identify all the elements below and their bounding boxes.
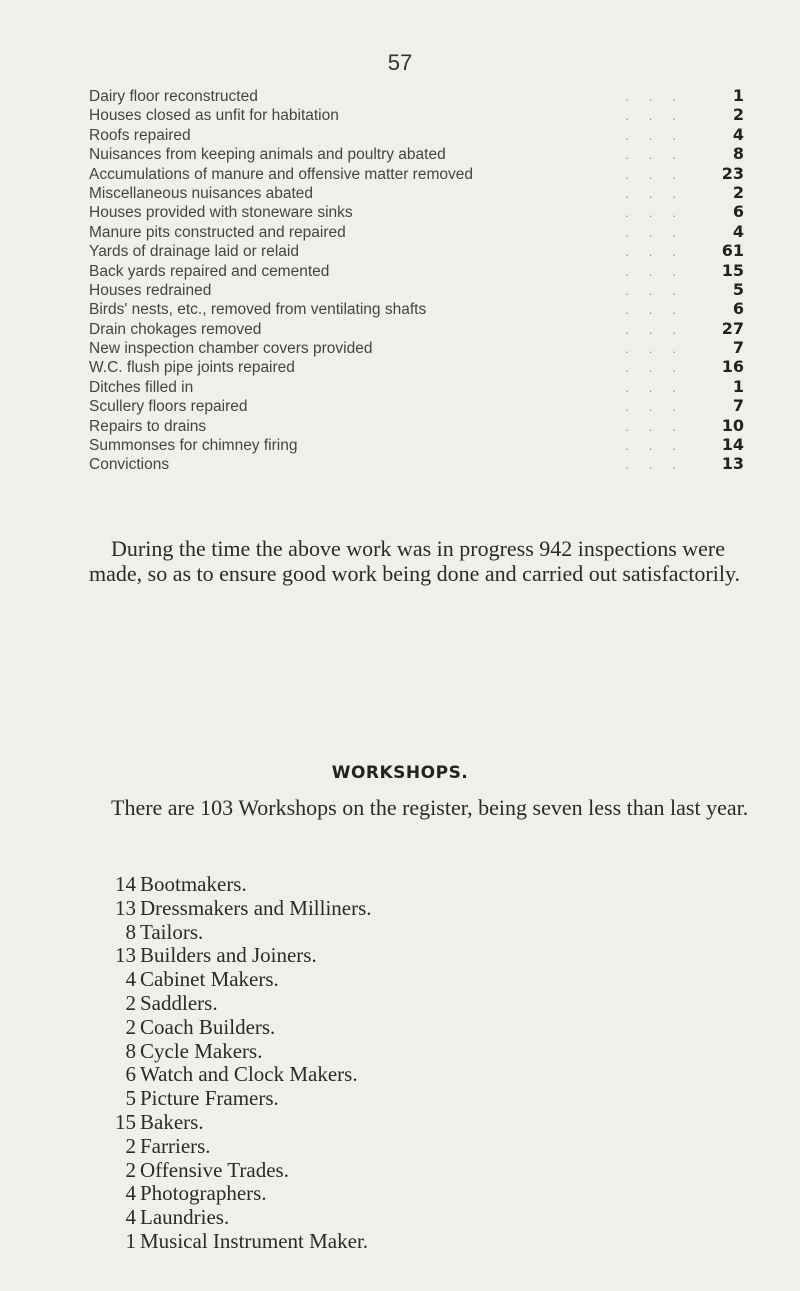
trade-name: Bootmakers. [140,872,247,896]
trade-count: 2 [125,1133,136,1158]
work-item-count: 1 [732,376,744,396]
work-item-label: Repairs to drains [89,417,207,435]
work-item-count: 2 [732,105,744,125]
work-item-label: W.C. flush pipe joints repaired [89,359,295,377]
work-item-label: Miscellaneous nuisances abated [89,184,314,202]
work-item-label: New inspection chamber covers provided [89,340,373,358]
trade-name: Cycle Makers. [140,1038,263,1063]
leader-dots: ... [625,341,696,357]
trade-item [110,1181,372,1205]
work-item [89,377,744,396]
leader-dots: ... [625,147,696,163]
work-item [89,202,744,221]
leader-dots: ... [625,302,696,318]
leader-dots: ... [625,321,696,337]
trade-name: Picture Framers. [140,1086,279,1111]
trade-name: Coach Builders. [140,1014,276,1039]
work-done-list [89,86,744,474]
work-item-label: Houses redrained [89,281,212,299]
work-item [89,125,744,144]
work-item-label: Birds' nests, etc., removed from ventilating shafts [89,301,427,319]
trade-count: 8 [125,919,136,944]
work-item-label: Nuisances from keeping animals and poultry abated [89,146,446,164]
trade-item [110,1158,372,1182]
trade-count: 8 [125,1038,136,1063]
work-item-label: Drain chokages removed [89,320,262,338]
trade-item [110,1062,372,1086]
work-item-count: 7 [732,396,744,416]
work-item [89,105,744,124]
work-item-label: Roofs repaired [89,126,191,144]
trade-name: Farriers. [140,1133,211,1158]
leader-dots: ... [625,185,696,201]
trade-count: 4 [125,1181,136,1206]
trade-name: Tailors. [140,919,204,944]
work-item [89,338,744,357]
work-item-label: Ditches filled in [89,378,194,396]
trade-name: Musical Instrument Maker. [140,1228,369,1253]
trade-item [110,896,372,920]
trade-item [110,1229,372,1253]
work-item-count: 4 [732,221,744,241]
leader-dots: ... [625,205,696,221]
work-item-count: 7 [732,338,744,358]
leader-dots: ... [625,89,696,104]
work-item-label: Accumulations of manure and offensive matter removed [89,165,473,183]
trade-count: 13 [115,895,136,920]
work-item-label: Dairy floor reconstructed [89,88,258,105]
workshops-intro: There are 103 Workshops on the register, being seven less than last year. [111,795,749,820]
summary-paragraph: During the time the above work was in progress 942 inspections were made, so as to ensure good work being done and carried out satisfactorily. [89,536,741,586]
work-item [89,164,744,183]
leader-dots: ... [625,379,696,395]
trade-count: 5 [125,1086,136,1111]
leader-dots: ... [625,282,696,298]
work-item-count: 1 [732,86,744,105]
trade-count: 13 [115,943,136,968]
leader-dots: ... [625,418,696,434]
trade-count: 6 [125,1062,136,1087]
trade-count: 2 [125,1014,136,1039]
trade-item [110,1134,372,1158]
leader-dots: ... [625,263,696,279]
leader-dots: ... [625,457,696,473]
work-item-count: 61 [721,241,744,261]
trade-item [110,1086,372,1110]
work-item-count: 6 [732,299,744,319]
trade-name: Saddlers. [140,990,218,1015]
trade-item [110,872,372,896]
trade-item [110,1015,372,1039]
work-item [89,435,744,454]
work-item-count: 8 [732,144,744,164]
trade-name: Cabinet Makers. [140,967,279,992]
work-item [89,261,744,280]
trade-count: 1 [125,1228,136,1253]
leader-dots: ... [625,399,696,415]
trade-name: Bakers. [140,1109,204,1134]
work-item-count: 5 [732,279,744,299]
trade-count: 4 [125,1205,136,1230]
work-item [89,86,744,105]
work-item [89,299,744,318]
trade-name: Dressmakers and Milliners. [140,895,372,920]
work-item-label: Scullery floors repaired [89,398,248,416]
work-item-count: 13 [721,454,744,474]
work-item [89,144,744,163]
trade-name: Laundries. [140,1205,230,1230]
work-item-count: 14 [721,435,744,455]
trade-item [110,943,372,967]
work-item-count: 15 [721,260,744,280]
trade-item [110,1110,372,1134]
trade-count: 4 [125,967,136,992]
work-item-label: Convictions [89,456,170,474]
trade-item [110,1039,372,1063]
leader-dots: ... [625,166,696,182]
work-item [89,319,744,338]
work-item-count: 6 [732,202,744,222]
trade-count: 2 [125,1157,136,1182]
work-item-label: Summonses for chimney firing [89,437,298,455]
work-item-count: 10 [721,415,744,435]
workshops-heading: WORKSHOPS. [331,763,469,783]
trade-name: Photographers. [140,1181,267,1206]
leader-dots: ... [625,438,696,454]
trade-count: 15 [115,1109,136,1134]
work-item [89,396,744,415]
page-number: 57 [387,50,413,75]
trade-name: Offensive Trades. [140,1157,289,1182]
work-item-count: 16 [721,357,744,377]
work-item [89,222,744,241]
trade-name: Watch and Clock Makers. [140,1062,358,1087]
work-item-label: Manure pits constructed and repaired [89,223,346,241]
work-item-label: Houses provided with stoneware sinks [89,204,353,222]
leader-dots: ... [625,108,696,124]
work-item [89,454,744,473]
work-item-count: 2 [732,182,744,202]
leader-dots: ... [625,224,696,240]
trade-count: 2 [125,990,136,1015]
work-item [89,357,744,376]
work-item [89,280,744,299]
trade-item [110,1205,372,1229]
leader-dots: ... [625,127,696,143]
work-item-label: Back yards repaired and cemented [89,262,330,280]
work-item [89,416,744,435]
trade-item [110,967,372,991]
work-item [89,183,744,202]
work-item [89,241,744,260]
trade-name: Builders and Joiners. [140,943,317,968]
workshop-trades-list [110,872,372,1253]
work-item-count: 27 [721,318,744,338]
work-item-label: Houses closed as unfit for habitation [89,107,339,125]
trade-item [110,920,372,944]
work-item-label: Yards of drainage laid or relaid [89,243,299,261]
trade-count: 14 [115,872,136,896]
work-item-count: 23 [721,163,744,183]
work-item-count: 4 [732,124,744,144]
leader-dots: ... [625,244,696,260]
trade-item [110,991,372,1015]
leader-dots: ... [625,360,696,376]
